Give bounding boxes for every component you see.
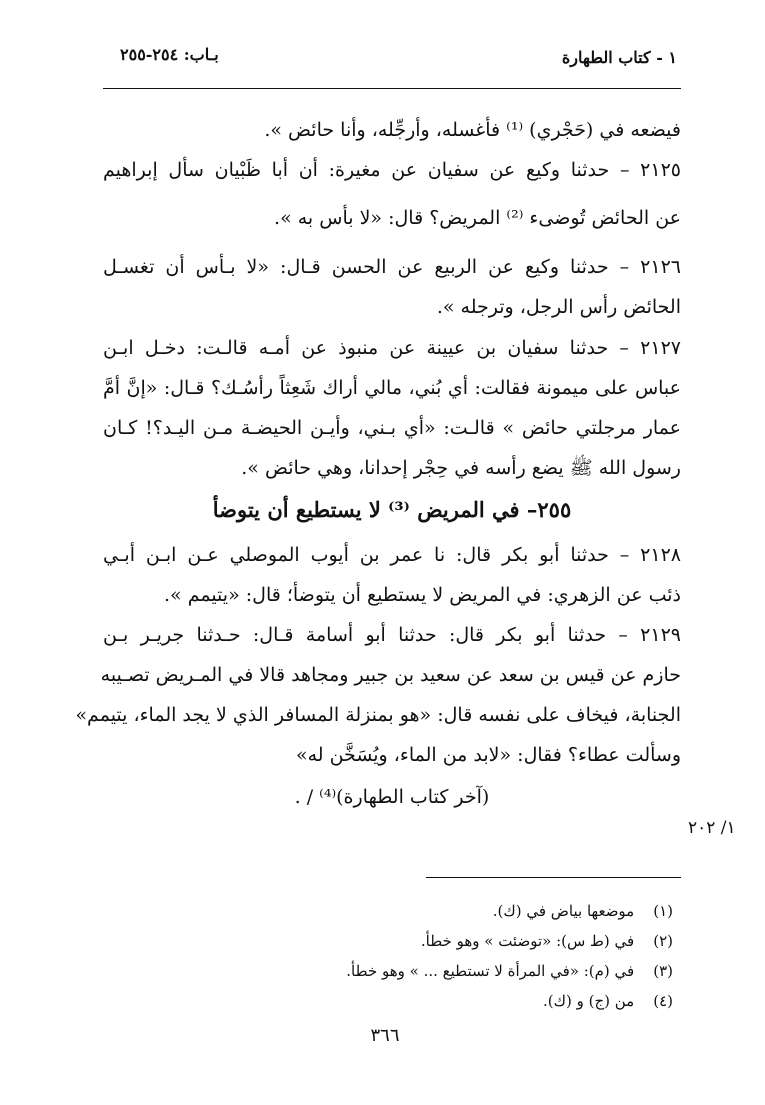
text-line: عمار مرجلتي حائض » قالـت: «أي بـني، وأيـن الحيضـة مـن اليـد؟! كـان [103, 417, 681, 439]
running-header-book: ١ - كتاب الطهارة [561, 48, 677, 67]
text-line: وسألت عطاء؟ فقال: «لابد من الماء، ويُسَخَّن له» [295, 744, 681, 766]
hadith-2128-line: ٢١٢٨ – حدثنا أبو بكر قال: نا عمر بن أيوب الموصلي عـن ابـن أبـي [103, 544, 681, 566]
section-heading: ٢٥٥– في المريض ⁽³⁾ لا يستطيع أن يتوضأ [212, 497, 572, 522]
chapter-end-note: (آخر كتاب الطهارة)⁽⁴⁾ / . [294, 786, 490, 808]
text-line: ذئب عن الزهري: في المريض لا يستطيع أن يتوضأ؛ قال: «يتيمم ». [163, 584, 681, 606]
footnote-number: (٣) [653, 962, 673, 980]
footnote [493, 900, 673, 922]
hadith-2127-line: ٢١٢٧ – حدثنا سفيان بن عيينة عن منبوذ عن أمـه قالـت: دخـل ابـن [103, 337, 681, 359]
text-line: حازم عن قيس بن سعد عن سعيد بن جبير ومجاهد قالا في المـريض تصـيبه [100, 664, 681, 686]
hadith-2126-line: ٢١٢٦ – حدثنا وكيع عن الربيع عن الحسن قـال: «لا بـأس أن تغسـل [103, 256, 681, 278]
text-line: فيضعه في (حَجْري) ⁽¹⁾ فأغسله، وأرجِّله، وأنا حائض ». [264, 119, 681, 141]
footnote [346, 960, 673, 982]
footnote-number: (١) [653, 902, 673, 920]
footnote-text: موضعها بياض في (ك). [492, 902, 635, 920]
footnote-text: من (ج) و (ك). [542, 992, 635, 1010]
text-line: الجنابة، فيخاف على نفسه قال: «هو بمنزلة المسافر الذي لا يجد الماء، يتيمم» [75, 704, 681, 726]
header-divider [103, 88, 681, 89]
footnote-text: في (م): «في المرأة لا تستطيع ... » وهو خطأ. [346, 962, 635, 980]
footnote-number: (٤) [653, 992, 673, 1010]
text-line: رسول الله ﷺ يضع رأسه في حِجْر إحدانا، وهي حائض ». [241, 457, 681, 479]
text-line: عباس على ميمونة فقالت: أي بُني، مالي أراك شَعِثاً رأسُـك؟ قـال: «إنَّ أمَّ [103, 377, 681, 399]
footnote-divider [426, 877, 681, 878]
running-header-chapter: بـاب: ٢٥٤-٢٥٥ [120, 45, 219, 64]
page-number: ٣٦٦ [370, 1025, 400, 1046]
footnote-number: (٢) [653, 932, 673, 950]
footnote [543, 990, 673, 1012]
text-line: عن الحائض تُوضىء ⁽²⁾ المريض؟ قال: «لا بأس به ». [274, 207, 681, 229]
hadith-2125-line: ٢١٢٥ – حدثنا وكيع عن سفيان عن مغيرة: أن أبا ظَبْيان سأل إبراهيم [103, 159, 681, 181]
hadith-2129-line: ٢١٢٩ – حدثنا أبو بكر قال: حدثنا أبو أسامة قـال: حـدثنا جريـر بـن [103, 624, 681, 646]
text-line: الحائض رأس الرجل، وترجله ». [436, 296, 681, 318]
footnote [421, 930, 673, 952]
margin-reference: ١/ ٢٠٢ [688, 818, 736, 838]
footnote-text: في (ط س): «توضئت » وهو خطأ. [420, 932, 635, 950]
